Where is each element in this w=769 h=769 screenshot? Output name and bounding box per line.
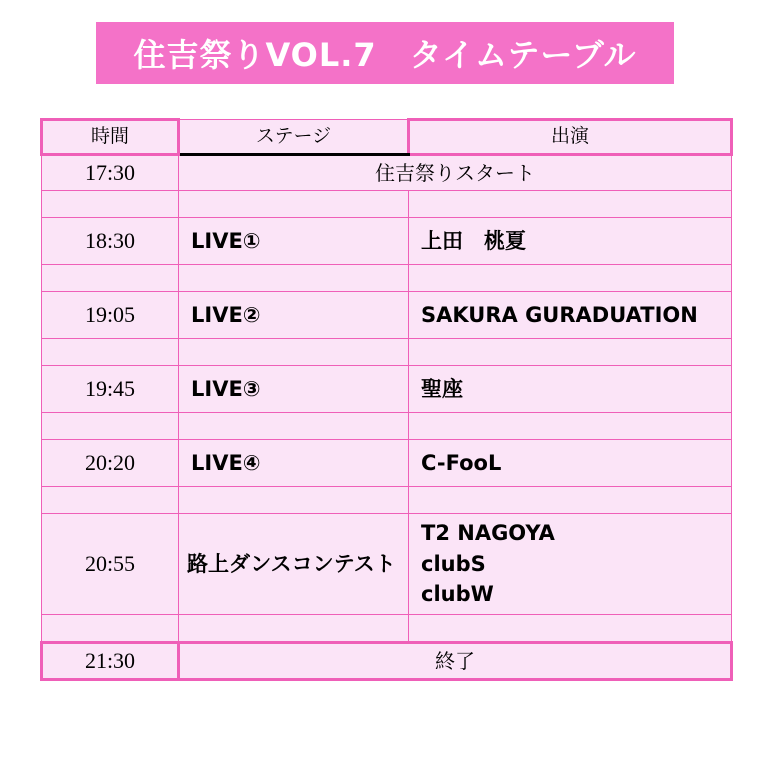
table-row [42,155,732,191]
act-value: SAKURA GURADUATION [421,302,698,327]
cell-time [42,514,179,615]
table-row-spacer [42,487,732,514]
table-row-spacer [42,191,732,218]
table-row [42,366,732,413]
act-value: 終了 [435,648,475,673]
timetable [40,118,733,681]
cell-act-merged [179,643,732,680]
table-row [42,218,732,265]
stage-value: LIVE④ [191,450,261,475]
cell-stage [179,440,409,487]
act-value: C-FooL [421,450,502,475]
time-value: 20:55 [84,551,136,577]
header-label-stage: ステージ [255,124,332,147]
header-label-act: 出演 [550,125,589,148]
stage-value: 路上ダンスコンテスト [187,551,396,576]
table-header-row [42,120,732,155]
stage-value: LIVE② [191,302,261,327]
time-value: 19:45 [84,376,136,402]
act-value: 住吉祭りスタート [375,160,535,185]
title-banner [96,22,674,84]
act-line: clubW [421,582,494,607]
cell-stage [179,366,409,413]
cell-time [42,615,179,643]
header-label-time: 時間 [90,125,129,148]
cell-stage [179,339,409,366]
cell-time [42,155,179,191]
table-row [42,514,732,615]
cell-time [42,265,179,292]
header-cell-stage [179,120,409,155]
time-value: 19:05 [84,302,136,328]
header-cell-act [409,120,732,155]
table-row-spacer [42,339,732,366]
cell-time [42,643,179,680]
cell-time [42,218,179,265]
cell-act [409,615,732,643]
cell-time [42,191,179,218]
cell-time [42,440,179,487]
table-row [42,643,732,680]
table-row-spacer [42,265,732,292]
time-value: 18:30 [84,228,136,254]
stage-value: LIVE① [191,228,261,253]
cell-act-merged [179,155,732,191]
time-value: 17:30 [84,160,136,186]
table-row [42,440,732,487]
cell-stage [179,413,409,440]
cell-act [409,514,732,615]
table-row-spacer [42,413,732,440]
time-value: 21:30 [84,648,136,674]
cell-stage [179,292,409,339]
cell-time [42,413,179,440]
cell-stage [179,615,409,643]
cell-act [409,366,732,413]
cell-act [409,292,732,339]
cell-time [42,339,179,366]
stage-value: LIVE③ [191,376,261,401]
cell-act [409,218,732,265]
table-row [42,292,732,339]
cell-time [42,487,179,514]
cell-act [409,265,732,292]
cell-stage [179,218,409,265]
timetable-container [40,118,730,681]
header-cell-time [42,120,179,155]
act-line: T2 NAGOYA [421,521,555,546]
cell-stage [179,191,409,218]
cell-act [409,339,732,366]
cell-act [409,413,732,440]
act-value: 聖座 [421,376,463,401]
act-line: clubS [421,551,486,576]
page-title: 住吉祭りVOL.7 タイムテーブル [133,36,637,74]
cell-stage [179,487,409,514]
cell-time [42,292,179,339]
cell-act [409,440,732,487]
cell-act [409,487,732,514]
cell-act [409,191,732,218]
act-line-list [409,518,731,609]
cell-time [42,366,179,413]
table-row-spacer [42,615,732,643]
cell-stage [179,265,409,292]
act-value: 上田 桃夏 [421,228,526,253]
time-value: 20:20 [84,450,136,476]
cell-stage [179,514,409,615]
